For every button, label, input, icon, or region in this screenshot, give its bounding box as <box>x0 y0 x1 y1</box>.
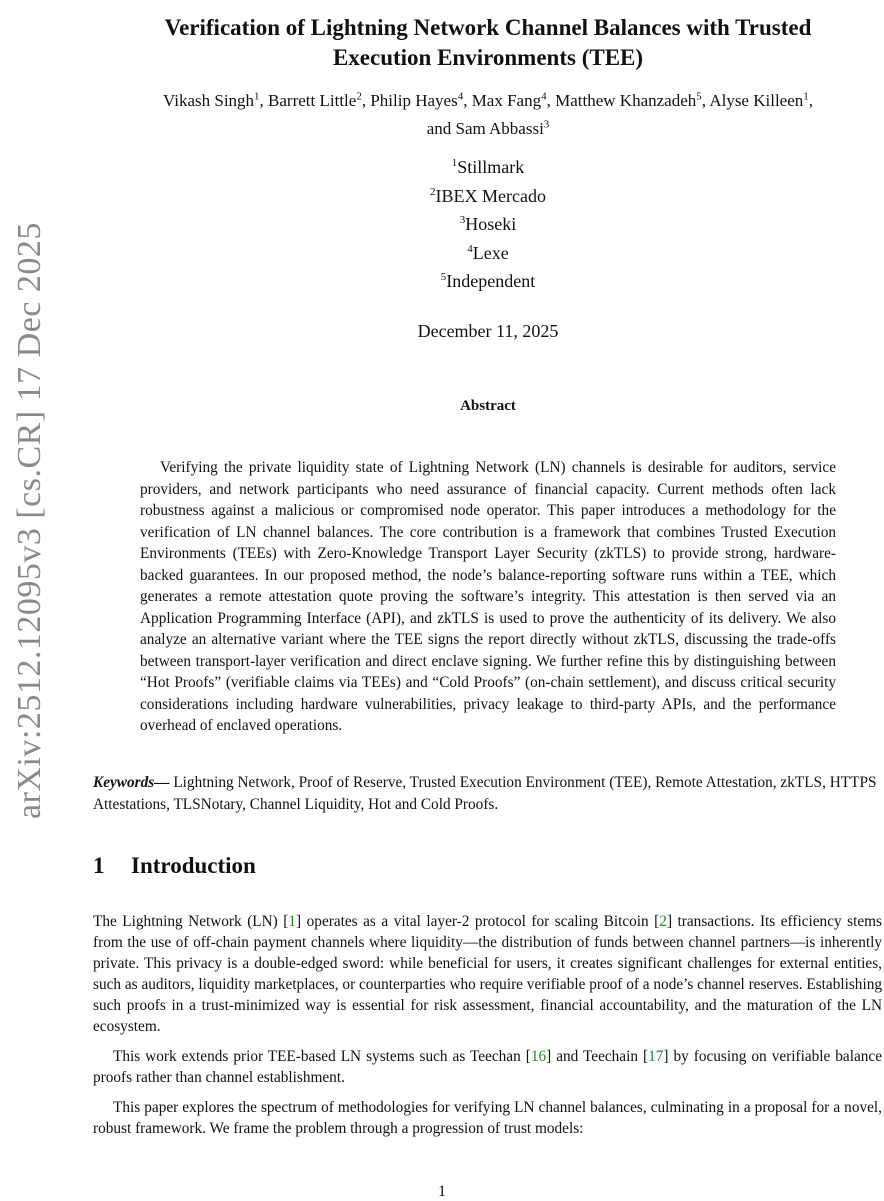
affiliation: $^2$IBEX Mercado <box>430 185 546 206</box>
affiliation: $^3$Hoseki <box>459 214 517 234</box>
affiliation: $^5$Independent <box>440 271 536 291</box>
citation-link[interactable]: 1 <box>288 913 297 930</box>
section-heading-introduction <box>93 853 256 879</box>
author: Barrett Little$^2$, <box>268 90 371 110</box>
keywords-text: Lightning Network, Proof of Reserve, Trusted Execution Environment (TEE), Remote Attestation, zkTLS, HTTPS Attestations, TLSNotary, Channel Liquidity, Hot and Cold Proofs. <box>93 774 877 813</box>
affiliation: $^4$Lexe <box>467 242 509 263</box>
intro-paragraph-3: This paper explores the spectrum of methodologies for verifying LN channel balances, culminating in a proposal for a novel, robust framework. We frame the problem through a progression of trust models: <box>93 1099 882 1137</box>
section-title: Introduction <box>131 853 256 878</box>
author: Alyse Killeen$^1$, <box>709 90 814 110</box>
author: Matthew Khanzadeh$^5$, <box>555 90 710 110</box>
intro-paragraph-2: This work extends prior TEE-based LN systems such as Teechan [16] and Teechain [17] by focusing on verifiable balance proofs rather than channel establishment. <box>93 1048 882 1086</box>
title-line-1: Verification of Lightning Network Channel Balances with Trusted <box>164 15 812 41</box>
author: Vikash Singh$^1$, <box>162 90 269 110</box>
section-number: 1 <box>93 853 105 878</box>
keywords <box>93 772 884 815</box>
abstract-heading: Abstract <box>460 398 516 414</box>
paper-title <box>92 13 884 73</box>
arxiv-identifier: arXiv:2512.12095v3 [cs.CR] 17 Dec 2025 <box>11 222 48 819</box>
author: and Sam Abbassi$^3$ <box>426 118 550 139</box>
author-list <box>92 84 884 141</box>
page-number: 1 <box>438 1183 446 1200</box>
abstract-text: Verifying the private liquidity state of Lightning Network (LN) channels is desirable for auditors, service providers, and network participants who need assurance of financial capacity. Current methods often lack robustness against a malicious or compromised node operator. This paper introduces a methodology for the verification of LN channel balances. The core contribution is a framework that combines Trusted Execution Environments (TEEs) with Zero-Knowledge Transport Layer Security (zkTLS) to provide strong, hardware-backed guarantees. In our proposed method, the node’s balance-reporting software runs within a TEE, which generates a remote attestation quote proving the software’s integrity. This attestation is then served via an Application Programming Interface (API), and zkTLS is used to prove the authenticity of its delivery. We also analyze an alternative variant where the TEE signs the report directly without zkTLS, discussing the trade-offs between transport-layer verification and direct enclave signing. We further refine this by distinguishing between “Hot Proofs” (verifiable claims via TEEs) and “Cold Proofs” (on-chain settlement), and discuss critical security considerations including hardware vulnerabilities, privacy leakage to third-party APIs, and the performance overhead of enclaved operations. <box>140 459 836 734</box>
keywords-label: Keywords— <box>93 774 170 791</box>
publication-date: December 11, 2025 <box>417 321 559 341</box>
citation-link[interactable]: 17 <box>648 1048 664 1065</box>
citation-link[interactable]: 16 <box>530 1048 547 1065</box>
affiliation-list <box>92 151 884 294</box>
author: Max Fang$^4$, <box>471 90 556 110</box>
author: Philip Hayes$^4$, <box>370 90 472 110</box>
affiliation: $^1$Stillmark <box>451 157 525 177</box>
citation-link[interactable]: 2 <box>659 913 667 930</box>
intro-paragraph-1: The Lightning Network (LN) [1] operates as a vital layer-2 protocol for scaling Bitcoin [2] transactions. Its efficiency stems from the use of off-chain payment channels where liquidity—the distribution of funds between channel partners—is inherently private. This privacy is a double-edged sword: while beneficial for users, it creates significant challenges for external entities, such as auditors, liquidity marketplaces, or counterparties who require verifiable proof of a node’s channel reserves. Establishing such proofs in a trust-minimized way is essential for risk assessment, financial accountability, and the maturation of the LN ecosystem. <box>93 913 882 1035</box>
title-line-2: Execution Environments (TEE) <box>332 45 644 71</box>
